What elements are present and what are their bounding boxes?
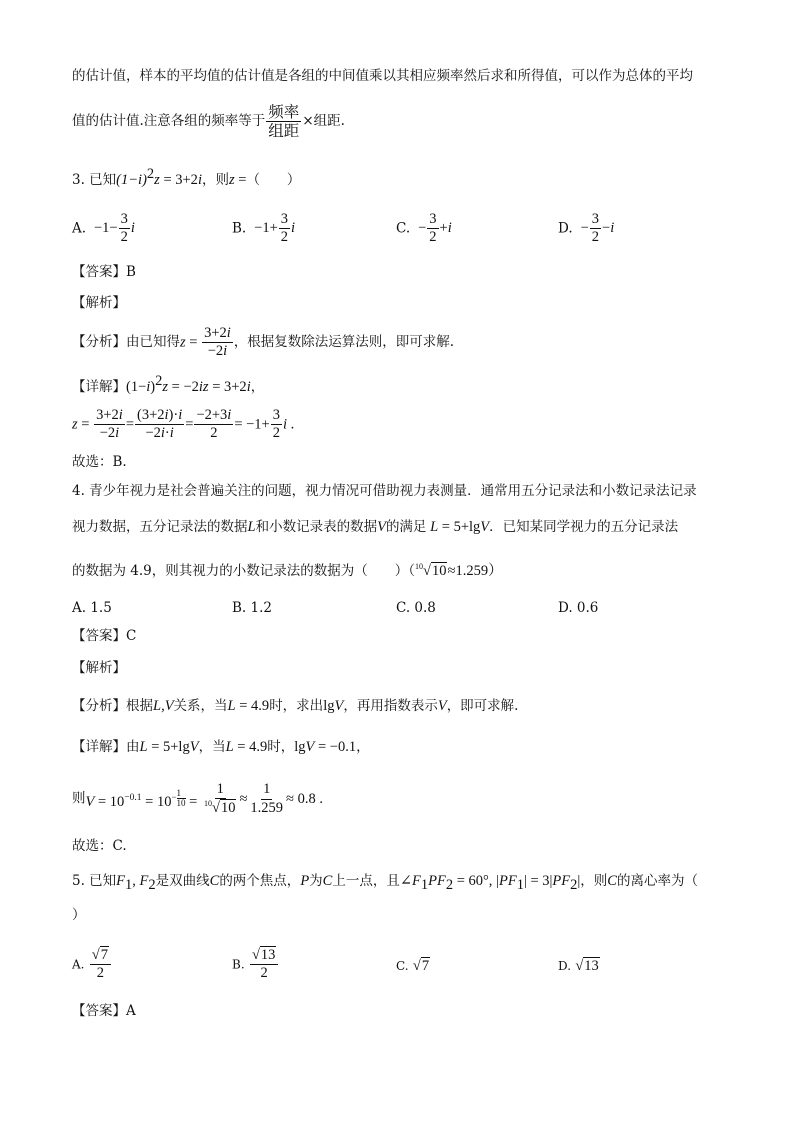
q5-option-d-value: √13 <box>575 958 599 974</box>
q4-fenxi-lv: L,V <box>153 698 174 714</box>
q5-option-c-label: C. <box>396 959 409 973</box>
q5-var-c: C <box>209 873 220 889</box>
q3-stem-mid: ，则 <box>201 171 229 188</box>
q4-line-1: 4. 青少年视力是社会普遍关注的问题，视力情况可借助视力表测量．通常用五分记录法和小数记录法记录 <box>72 483 697 499</box>
q3-stem-pre: 3. 已知 <box>72 171 117 188</box>
q4-derivation: 则$V = 10^{-0.1} = 10^{- \frac{1}{10}}$ = $\frac{1}{^{10}√10}$ ≈ $\frac{1}{1.259}$ ≈ 0.8 . <box>72 781 324 817</box>
q4-answer: 【答案】C <box>72 628 137 644</box>
q4-xiangjie-text3: 时， <box>267 739 295 755</box>
fraction-numerator: 频率 <box>268 103 300 121</box>
q4-line-2-eq: L = 5+lgV <box>426 519 490 535</box>
q5-var-c2: C <box>322 873 333 889</box>
intro-line-2 <box>72 104 345 140</box>
q5-option-c <box>396 958 430 975</box>
q4-fenxi-lgv: lgV <box>323 698 344 714</box>
q3-answer: 【答案】B <box>72 264 136 280</box>
q3-option-b-frac: $\frac{3}{2}$ <box>280 211 288 246</box>
q3-option-c-label: C. <box>396 220 411 237</box>
q5-option-a <box>72 948 112 981</box>
q4-fenxi-text5: ，即可求解. <box>446 698 519 714</box>
q4-option-b: B. 1.2 <box>232 600 272 616</box>
q4-fenxi-v: V <box>437 698 447 714</box>
q5-stem-mid3: 为 <box>309 873 323 889</box>
q3-option-a-label: A. <box>72 220 87 237</box>
q5-stem-mid1: 是双曲线 <box>155 873 210 889</box>
q4-xiangjie-text2: ，当 <box>198 739 226 755</box>
q4-line-2-mid: 和小数记录表的数据 <box>255 519 378 535</box>
q4-xiangjie-text1: 由 <box>126 739 140 755</box>
q3-option-a-frac: $\frac{3}{2}$ <box>120 211 128 246</box>
fraction-denominator: 组距 <box>268 122 300 141</box>
q4-line-2-post: ．已知某同学视力的五分记录法 <box>489 519 679 535</box>
q3-xiangjie: 【详解】$(1-i)^2z = -2iz = 3+2i$， <box>72 373 265 395</box>
q5-option-b-frac: $\frac{√13}{2}$ <box>250 948 278 981</box>
q4-line-2 <box>72 520 678 535</box>
q4-fenxi-label: 【分析】 <box>72 698 126 714</box>
q3-stem-z: z = <box>228 171 247 188</box>
q3-fenxi-label: 【分析】 <box>72 333 126 350</box>
q4-analysis-head: 【解析】 <box>72 660 126 676</box>
q5-stem-mid2: 的两个焦点， <box>219 873 301 889</box>
q5-var-p: P <box>300 873 310 889</box>
q3-derivation: z = $\frac{3+2i}{-2i}$ = $\frac{(3+2i)\cdot i}{-2i\cdot i}$ = $\frac{-2+3i}{2}$ = −1+ $\frac{3}{2}$ i . <box>72 407 295 442</box>
q4-var-v: V <box>377 519 386 535</box>
q5-option-c-value: √7 <box>412 958 430 974</box>
q3-option-c: C. − $\frac{3}{2}$ +i <box>396 211 452 246</box>
q3-option-c-frac: $\frac{3}{2}$ <box>429 211 437 246</box>
q4-line-3-root: ≈1.259） <box>447 562 503 579</box>
q4-line-2-mid2: 的满足 <box>385 519 427 535</box>
q4-xiangjie-text4: ， <box>356 739 370 755</box>
q3-conclusion: 故选：B. <box>72 454 127 470</box>
q3-option-b-label: B. <box>232 220 247 237</box>
q4-fenxi-text1: 根据 <box>126 698 153 714</box>
q4-option-d: D. 0.6 <box>558 600 599 616</box>
q5-option-b-label: B. <box>232 957 245 972</box>
frequency-fraction <box>266 104 301 140</box>
q3-option-d: D. − $\frac{3}{2}$ −i <box>558 211 615 246</box>
q3-stem-math: $(1-i)^2z = 3+2i$ <box>116 166 202 188</box>
q4-fenxi-text4: ，再用指数表示 <box>343 698 438 714</box>
q3-xiangjie-eq: $(1-i)^2z = -2iz = 3+2i$ <box>126 373 251 395</box>
q4-fenxi-l49: L = 4.9 <box>227 698 270 714</box>
q5-stem-mid4: 上一点，且 <box>332 873 400 889</box>
q4-xiangjie-eq1: L = 5+lgV <box>139 739 199 755</box>
q5-option-a-label: A. <box>72 957 85 972</box>
q3-option-d-frac: $\frac{3}{2}$ <box>591 211 599 246</box>
q3-option-a: A. −1− $\frac{3}{2}$ i <box>72 211 135 246</box>
intro-line-2-post: ×组距. <box>302 113 345 130</box>
intro-line-2-pre: 值的估计值.注意各组的频率等于 <box>72 113 266 130</box>
intro-line-1: 的估计值，样本的平均值的估计值是各组的中间值乘以其相应频率然后求和所得值，可以作为总体的平均 <box>72 68 693 84</box>
q4-option-a: A. 1.5 <box>72 600 112 616</box>
q5-var-c3: C <box>607 873 617 889</box>
q5-stem-post: 的离心率为（ <box>616 873 698 889</box>
q5-option-a-frac: $\frac{√7}{2}$ <box>90 948 111 981</box>
q5-option-d-label: D. <box>558 959 572 973</box>
q3-option-b: B. −1+ $\frac{3}{2}$ i <box>232 211 296 246</box>
q5-answer: 【答案】A <box>72 1003 136 1019</box>
q4-line-2-pre: 视力数据，五分记录法的数据 <box>72 519 248 535</box>
q5-stem <box>72 874 698 892</box>
q3-analysis-head: 【解析】 <box>72 295 126 311</box>
q3-fenxi-pre: 由已知得 <box>126 333 180 350</box>
q3-fenxi-frac: $\frac{3+2i}{-2i}$ <box>204 325 231 360</box>
q4-xiangjie-eq2: lgV = −0.1 <box>294 739 357 755</box>
q4-then-label: 则 <box>72 790 86 807</box>
q5-condition: $\angle F_1PF_2 = 60^\circ$, $|PF_1| = 3|PF_2|$ <box>399 873 581 893</box>
q3-xiangjie-label: 【详解】 <box>72 378 126 395</box>
q4-line-3-pre: 的数据为 4.9，则其视力的小数记录法的数据为（ ）（ <box>72 562 416 579</box>
q4-fenxi-text3: 时，求出 <box>269 698 324 714</box>
q4-xiangjie <box>72 740 370 755</box>
q5-option-d <box>558 958 600 975</box>
q4-xiangjie-label: 【详解】 <box>72 739 126 755</box>
tenth-root-of-ten: $^{10}$√10 <box>415 562 447 579</box>
q5-stem-pre: 5. 已知 <box>72 873 117 889</box>
q3-fenxi: 【分析】由已知得z = $\frac{3+2i}{-2i}$ ，根据复数除法运算法则，即可求解. <box>72 325 455 360</box>
q3-stem: 3. 已知$(1-i)^2z = 3+2i$，则z =（ ） <box>72 166 301 188</box>
q4-xiangjie-l49: L = 4.9 <box>225 739 268 755</box>
q4-line-3 <box>72 563 503 578</box>
q4-var-l: L <box>247 519 256 535</box>
q3-option-d-label: D. <box>558 220 573 237</box>
q4-fenxi <box>72 699 518 714</box>
q5-stem-mid5: ，则 <box>580 873 608 889</box>
q5-foci: $F_1$, $F_2$ <box>116 873 156 893</box>
q4-conclusion: 故选：C. <box>72 838 127 854</box>
q4-fenxi-text2: 关系，当 <box>173 698 228 714</box>
q4-option-c: C. 0.8 <box>396 600 436 616</box>
q5-option-b <box>232 948 279 981</box>
q5-stem-line-2: ） <box>72 907 86 923</box>
q3-fenxi-post: ，根据复数除法运算法则，即可求解. <box>233 333 455 350</box>
